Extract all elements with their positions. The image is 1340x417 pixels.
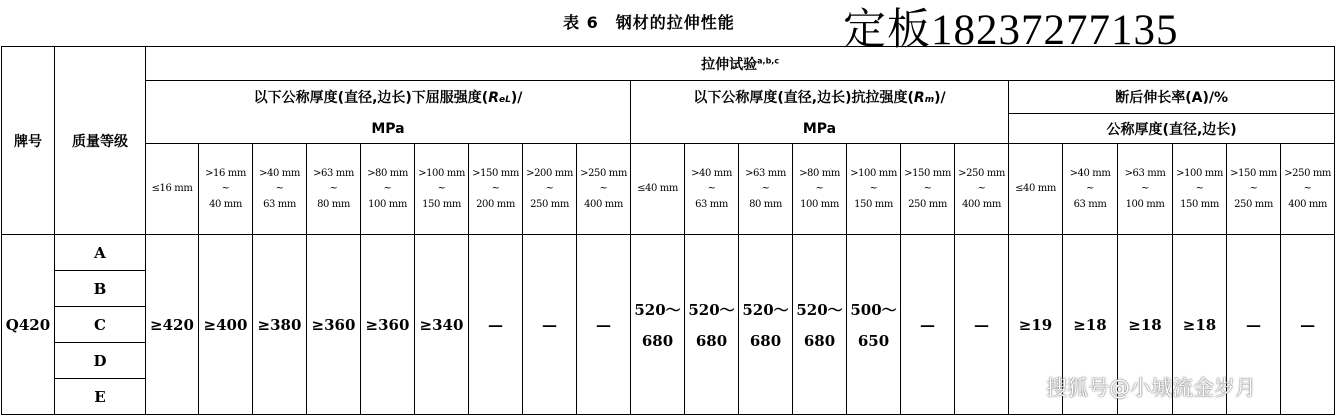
yield-col-header: >250 mm ~ 400 mm [577, 144, 631, 235]
elongation-header: 断后伸长率(A)/% [1009, 81, 1335, 114]
elong-col-header: >40 mm ~ 63 mm [1063, 144, 1118, 235]
elongation-value: ≥18 [1118, 235, 1173, 415]
tensile-value: 520～ 680 [793, 235, 847, 415]
tensile-col-header: >150 mm ~ 250 mm [901, 144, 955, 235]
yield-value: ≥400 [199, 235, 253, 415]
yield-value: — [469, 235, 523, 415]
tensile-col-header: ≤40 mm [631, 144, 685, 235]
yield-col-header: >150 mm ~ 200 mm [469, 144, 523, 235]
watermark-text: 搜狐号@小城流金岁月 [1046, 376, 1256, 400]
elong-col-header: >250 mm ~ 400 mm [1281, 144, 1335, 235]
tensile-col-header: >100 mm ~ 150 mm [847, 144, 901, 235]
tensile-value: 520～ 680 [739, 235, 793, 415]
elong-col-header: >150 mm ~ 250 mm [1227, 144, 1281, 235]
elongation-subheader: 公称厚度(直径,边长) [1009, 114, 1335, 144]
elongation-value: ≥18 [1063, 235, 1118, 415]
grade-cell: E [55, 379, 146, 415]
tensile-strength-header: 以下公称厚度(直径,边长)抗拉强度(Rm)/ MPa [631, 81, 1009, 144]
yield-value: ≥360 [307, 235, 361, 415]
table-row [2, 235, 1335, 271]
grade-cell: A [55, 235, 146, 271]
tensile-value: — [901, 235, 955, 415]
tensile-col-header: >80 mm ~ 100 mm [793, 144, 847, 235]
grade-cell: D [55, 343, 146, 379]
tensile-value: — [955, 235, 1009, 415]
tensile-col-header: >63 mm ~ 80 mm [739, 144, 793, 235]
thickness-range-row [2, 144, 1335, 235]
elongation-value: ≥19 [1009, 235, 1063, 415]
brand-cell: Q420 [2, 235, 55, 415]
elong-col-header: ≤40 mm [1009, 144, 1063, 235]
brand-header: 牌号 [2, 47, 55, 235]
yield-col-header: >100 mm ~ 150 mm [415, 144, 469, 235]
tensile-col-header: >40 mm ~ 63 mm [685, 144, 739, 235]
yield-strength-header: 以下公称厚度(直径,边长)下屈服强度(ReL)/ MPa [146, 81, 631, 144]
elongation-value: — [1281, 235, 1335, 415]
overlay-phone-text: 定板18237277135 [843, 7, 1179, 54]
yield-value: ≥340 [415, 235, 469, 415]
tensile-test-header: 拉伸试验$^{a,b,c}$ [146, 47, 1335, 81]
tensile-col-header: >250 mm ~ 400 mm [955, 144, 1009, 235]
yield-col-header: >40 mm ~ 63 mm [253, 144, 307, 235]
yield-col-header: >63 mm ~ 80 mm [307, 144, 361, 235]
quality-grade-header: 质量等级 [55, 47, 146, 235]
yield-value: ≥360 [361, 235, 415, 415]
grade-cell: C [55, 307, 146, 343]
yield-col-header: ≤16 mm [146, 144, 199, 235]
yield-col-header: >16 mm ~ 40 mm [199, 144, 253, 235]
yield-value: ≥380 [253, 235, 307, 415]
elong-col-header: >100 mm ~ 150 mm [1173, 144, 1227, 235]
elongation-value: ≥18 [1173, 235, 1227, 415]
tensile-value: 520～ 680 [685, 235, 739, 415]
yield-value: — [523, 235, 577, 415]
tensile-value: 500～ 650 [847, 235, 901, 415]
tensile-properties-table [1, 46, 1335, 415]
tensile-value: 520～ 680 [631, 235, 685, 415]
yield-value: ≥420 [146, 235, 199, 415]
elongation-value: — [1227, 235, 1281, 415]
elong-col-header: >63 mm ~ 100 mm [1118, 144, 1173, 235]
grade-cell: B [55, 271, 146, 307]
table-title: 表 6 钢材的拉伸性能 [563, 13, 735, 32]
yield-col-header: >80 mm ~ 100 mm [361, 144, 415, 235]
yield-value: — [577, 235, 631, 415]
yield-col-header: >200 mm ~ 250 mm [523, 144, 577, 235]
